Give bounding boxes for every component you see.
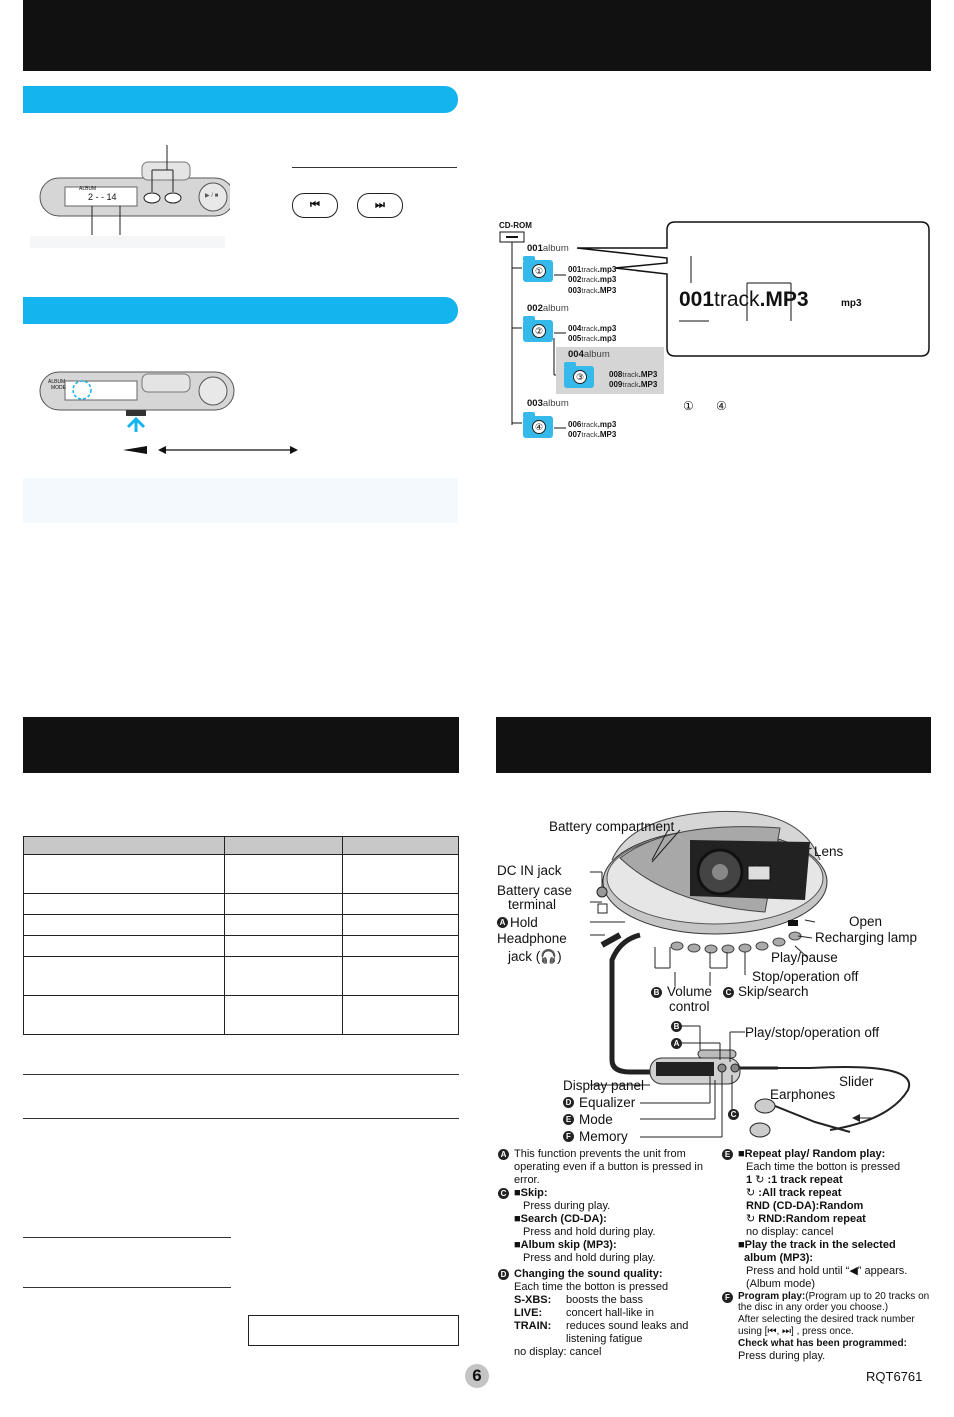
album-mode-label-1: ALBUM xyxy=(48,379,66,385)
section-bar-2 xyxy=(23,297,458,324)
section-bar-1 xyxy=(23,86,458,113)
legend-f: F Program play:(Program up to 20 tracks on the disc in any order you choose.) After selecting the desired track number using [⏮, ⏭] , press once. Check what has been programmed: Press during play. xyxy=(722,1291,932,1363)
table-row xyxy=(24,894,459,915)
document-code: RQT6761 xyxy=(866,1369,923,1384)
folder-icon-3: ③ xyxy=(564,366,594,388)
legend-marker-a: A xyxy=(498,1149,509,1160)
callout-ext-note: mp3 xyxy=(841,298,862,309)
device-display-value: 2 - - 14 xyxy=(88,192,117,202)
legend-marker-c: C xyxy=(498,1188,509,1199)
legend-marker-f: F xyxy=(722,1292,733,1303)
table-row xyxy=(24,936,459,957)
legend-marker-e: E xyxy=(722,1149,733,1160)
label-slider: Slider xyxy=(839,1074,874,1089)
marker-a: A xyxy=(497,917,508,928)
legend-d: D Changing the sound quality: Each time the botton is pressed S-XBS: boosts the bass LIVE: concert hall-like in TRAIN: reduces sound leaks and listening fatigue no display: cancel xyxy=(498,1268,713,1359)
table-row xyxy=(24,855,459,894)
legend-marker-d: D xyxy=(498,1269,509,1280)
marker-a2: A xyxy=(671,1038,682,1049)
legend-col-1 xyxy=(498,1148,713,1359)
table-row xyxy=(24,957,459,996)
label-battery-case: Battery case xyxy=(497,883,573,898)
file-005: 005track.mp3 xyxy=(568,334,617,344)
legend-e: E ■Repeat play/ Random play: Each time the botton is pressed 1 ↻ :1 track repeat ↻ :All track repeat RND (CD-DA):Random ↻ RND:Random repeat no display: cancel ■Play the track in the selected album (MP3): Press and hold until “◀” appears. (Album mode) xyxy=(722,1148,932,1291)
rule-2 xyxy=(23,1118,459,1119)
next-key-button[interactable]: ⏭ xyxy=(357,193,403,218)
cd-rom-label: CD-ROM xyxy=(499,221,532,230)
label-control: control xyxy=(669,999,710,1014)
header-bar xyxy=(23,0,931,71)
marker-d: D xyxy=(563,1097,574,1108)
headphone-icon: 🎧 xyxy=(540,949,558,964)
label-display-panel: Display panel xyxy=(563,1078,645,1093)
label-stop-off: Stop/operation off xyxy=(752,969,859,984)
label-hold: Hold xyxy=(510,915,538,930)
label-battery-compartment: Battery compartment xyxy=(549,819,675,834)
file-004: 004track.mp3 xyxy=(568,324,617,333)
marker-e: E xyxy=(563,1114,574,1125)
file-003: 003track.MP3 xyxy=(568,285,617,295)
album-mode-label-2: MODE xyxy=(51,385,66,391)
label-headphone: Headphone xyxy=(497,931,567,946)
album-004-label: 004album xyxy=(568,349,610,360)
device-mid-svg xyxy=(30,360,310,465)
label-earphones: Earphones xyxy=(770,1087,836,1102)
folder-icon-1: ① xyxy=(523,260,553,282)
table-row xyxy=(24,996,459,1035)
empty-box xyxy=(248,1315,459,1346)
rule-4 xyxy=(23,1287,231,1288)
lower-right-header xyxy=(496,717,931,773)
lower-left-header xyxy=(23,717,459,773)
file-002: 002track.mp3 xyxy=(568,275,617,285)
note-box xyxy=(23,478,458,523)
label-terminal: terminal xyxy=(508,897,557,912)
order-to: ④ xyxy=(716,399,727,413)
legend-col-2 xyxy=(722,1148,932,1363)
device-illustration-mid xyxy=(30,360,310,465)
legend-a: A This function prevents the unit from operating even if a button is pressed in error. xyxy=(498,1148,713,1187)
album-002-label: 002album xyxy=(527,303,569,314)
rule-1 xyxy=(23,1074,459,1075)
device-top-svg xyxy=(30,140,230,250)
folder-icon-4: ④ xyxy=(523,416,553,438)
file-009: 009track.MP3 xyxy=(609,380,658,390)
spec-table xyxy=(23,836,459,1035)
folder-icon-2: ② xyxy=(523,320,553,342)
marker-c2: C xyxy=(728,1109,739,1120)
label-play-pause: Play/pause xyxy=(771,950,838,965)
marker-b: B xyxy=(651,987,662,998)
repeat-random-icon: ↻ xyxy=(746,1212,756,1225)
order-from: ① xyxy=(683,399,694,413)
label-lens: Lens xyxy=(814,844,844,859)
repeat-icon: ↻ xyxy=(755,1173,765,1186)
repeat-all-icon: ↻ xyxy=(746,1186,756,1199)
prev-key-button[interactable]: ⏮ xyxy=(292,193,338,218)
label-jack: jack (🎧) xyxy=(508,949,562,964)
marker-b2: B xyxy=(671,1021,682,1032)
label-memory: Memory xyxy=(579,1129,628,1144)
file-008: 008track.MP3 xyxy=(609,370,658,379)
page-number-badge xyxy=(465,1364,489,1388)
table-header-row xyxy=(24,837,459,855)
label-skip-search: Skip/search xyxy=(738,984,809,999)
device-illustration-top xyxy=(30,140,230,250)
file-006: 006track.mp3 xyxy=(568,420,617,429)
file-007: 007track.MP3 xyxy=(568,430,617,440)
album-003-files xyxy=(568,420,616,441)
label-recharging: Recharging lamp xyxy=(815,930,918,945)
callout-filename: 001track.MP3 xyxy=(679,288,809,311)
keys-rule xyxy=(292,167,457,168)
label-mode: Mode xyxy=(579,1112,613,1127)
label-dc-in: DC IN jack xyxy=(497,863,562,878)
album-003-label: 003album xyxy=(527,398,569,409)
rule-3 xyxy=(23,1237,231,1238)
label-volume: Volume xyxy=(667,984,713,999)
marker-c: C xyxy=(723,987,734,998)
marker-f: F xyxy=(563,1131,574,1142)
page-number: 6 xyxy=(472,1366,482,1385)
table-row xyxy=(24,915,459,936)
device-play-icon: ▶ / ■ xyxy=(205,193,219,199)
album-001-label: 001album xyxy=(527,243,569,254)
label-equalizer: Equalizer xyxy=(579,1095,636,1110)
file-001: 001track.mp3 xyxy=(568,265,617,274)
label-open: Open xyxy=(849,914,883,929)
device-album-label: ALBUM xyxy=(79,186,97,192)
legend-c: C ■Skip: Press during play. ■Search (CD-DA): Press and hold during play. ■Album skip (MP3): Press and hold during play. xyxy=(498,1187,713,1265)
label-play-stop-off: Play/stop/operation off xyxy=(745,1025,880,1040)
album-004-files xyxy=(609,370,657,391)
